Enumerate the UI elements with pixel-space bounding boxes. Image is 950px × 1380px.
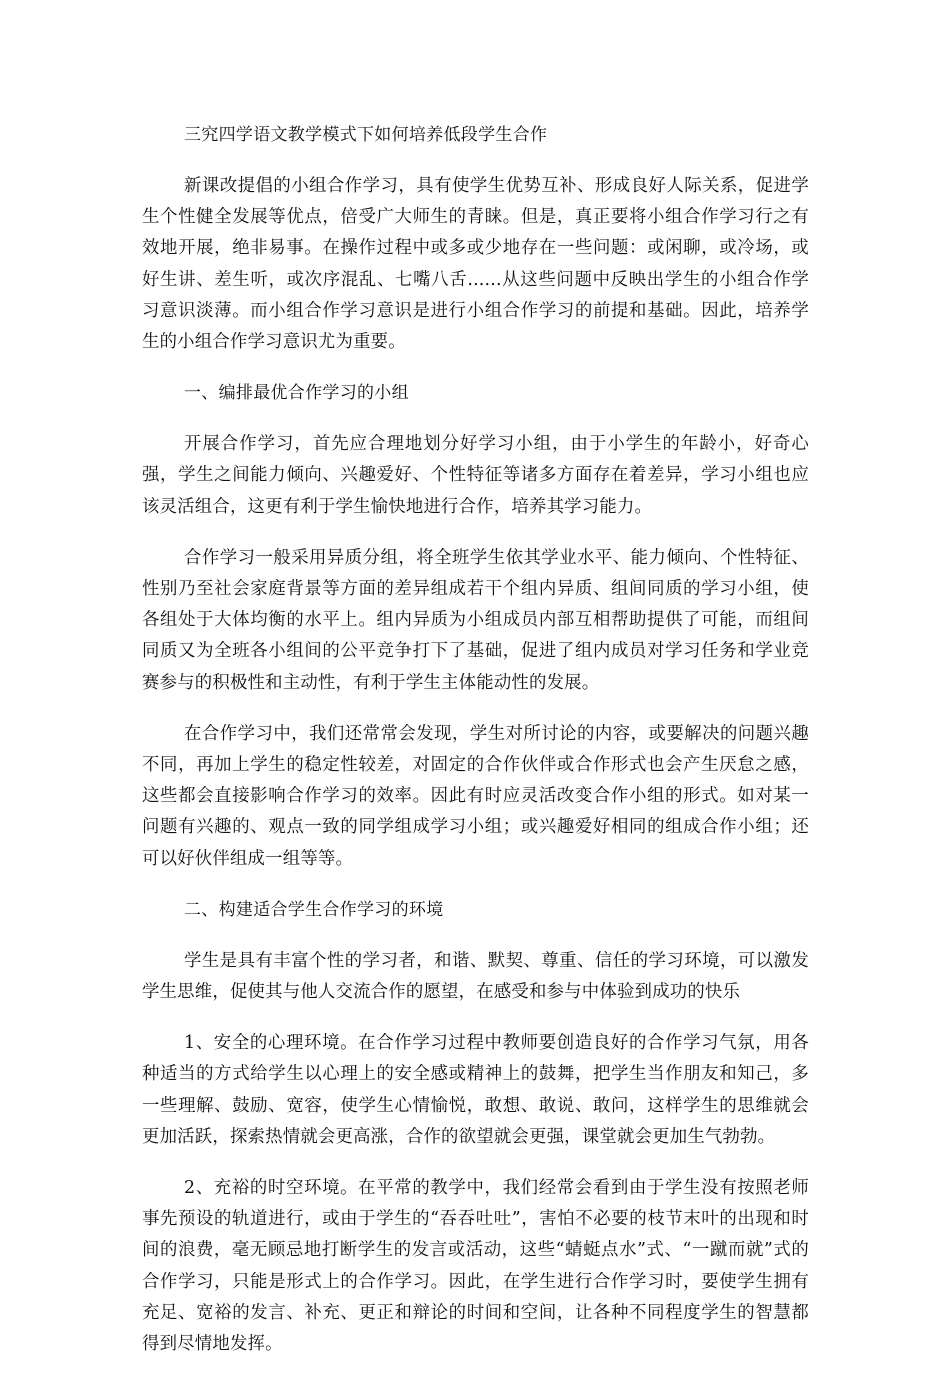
section1-paragraph-2: 合作学习一般采用异质分组，将全班学生依其学业水平、能力倾向、个性特征、性别乃至社会家庭背景等方面的差异组成若干个组内异质、组间同质的学习小组，使各组处于大体均衡的水平上。组内异质为小组成员内部互相帮助提供了可能，而组间同质又为全班各小组间的公平竞争打下了基础，促进了组内成员对学习任务和学业竞赛参与的积极性和主动性，有利于学生主体能动性的发展。 (142, 547, 809, 693)
intro-paragraph: 新课改提倡的小组合作学习，具有使学生优势互补、形成良好人际关系，促进学生个性健全发展等优点，倍受广大师生的青睐。但是，真正要将小组合作学习行之有效地开展，绝非易事。在操作过程中或多或少地存在一些问题：或闲聊，或冷场，或好生讲、差生听，或次序混乱、七嘴八舌......从这些问题中反映出学生的小组合作学习意识淡薄。而小组合作学习意识是进行小组合作学习的前提和基础。因此，培养学生的小组合作学习意识尤为重要。 (142, 176, 809, 353)
section2-paragraph-3: 2、充裕的时空环境。在平常的教学中，我们经常会看到由于学生没有按照老师事先预设的轨道进行，或由于学生的“吞吞吐吐”，害怕不必要的枝节末叶的出现和时间的浪费，毫无顾忌地打断学生的发言或活动，这些“蜻蜓点水”式、“一蹴而就”式的合作学习，只能是形式上的合作学习。因此，在学生进行合作学习时，要使学生拥有充足、宽裕的发言、补充、更正和辩论的时间和空间，让各种不同程度学生的智慧都得到尽情地发挥。 (142, 1178, 809, 1355)
section1-paragraph-1: 开展合作学习，首先应合理地划分好学习小组，由于小学生的年龄小，好奇心强，学生之间能力倾向、兴趣爱好、个性特征等诸多方面存在着差异，学习小组也应该灵活组合，这更有利于学生愉快地进行合作，培养其学习能力。 (142, 434, 809, 517)
document-page (142, 120, 809, 1380)
document-title: 三究四学语文教学模式下如何培养低段学生合作 (184, 125, 548, 145)
section2-paragraph-1: 学生是具有丰富个性的学习者，和谐、默契、尊重、信任的学习环境，可以激发学生思维，促使其与他人交流合作的愿望，在感受和参与中体验到成功的快乐 (142, 950, 809, 1003)
section2-paragraph-2: 1、安全的心理环境。在合作学习过程中教师要创造良好的合作学习气氛，用各种适当的方式给学生以心理上的安全感或精神上的鼓舞，把学生当作朋友和知己，多一些理解、鼓励、宽容，使学生心情愉悦，敢想、敢说、敢问，这样学生的思维就会更加活跃，探索热情就会更高涨，合作的欲望就会更强，课堂就会更加生气勃勃。 (142, 1033, 809, 1147)
section1-paragraph-3: 在合作学习中，我们还常常会发现，学生对所讨论的内容，或要解决的问题兴趣不同，再加上学生的稳定性较差，对固定的合作伙伴或合作形式也会产生厌怠之感，这些都会直接影响合作学习的效率。因此有时应灵活改变合作小组的形式。如对某一问题有兴趣的、观点一致的同学组成学习小组；或兴趣爱好相同的组成合作小组；还可以好伙伴组成一组等等。 (142, 723, 809, 869)
section-heading-1: 一、编排最优合作学习的小组 (184, 383, 409, 404)
section-heading-2: 二、构建适合学生合作学习的环境 (184, 899, 444, 920)
